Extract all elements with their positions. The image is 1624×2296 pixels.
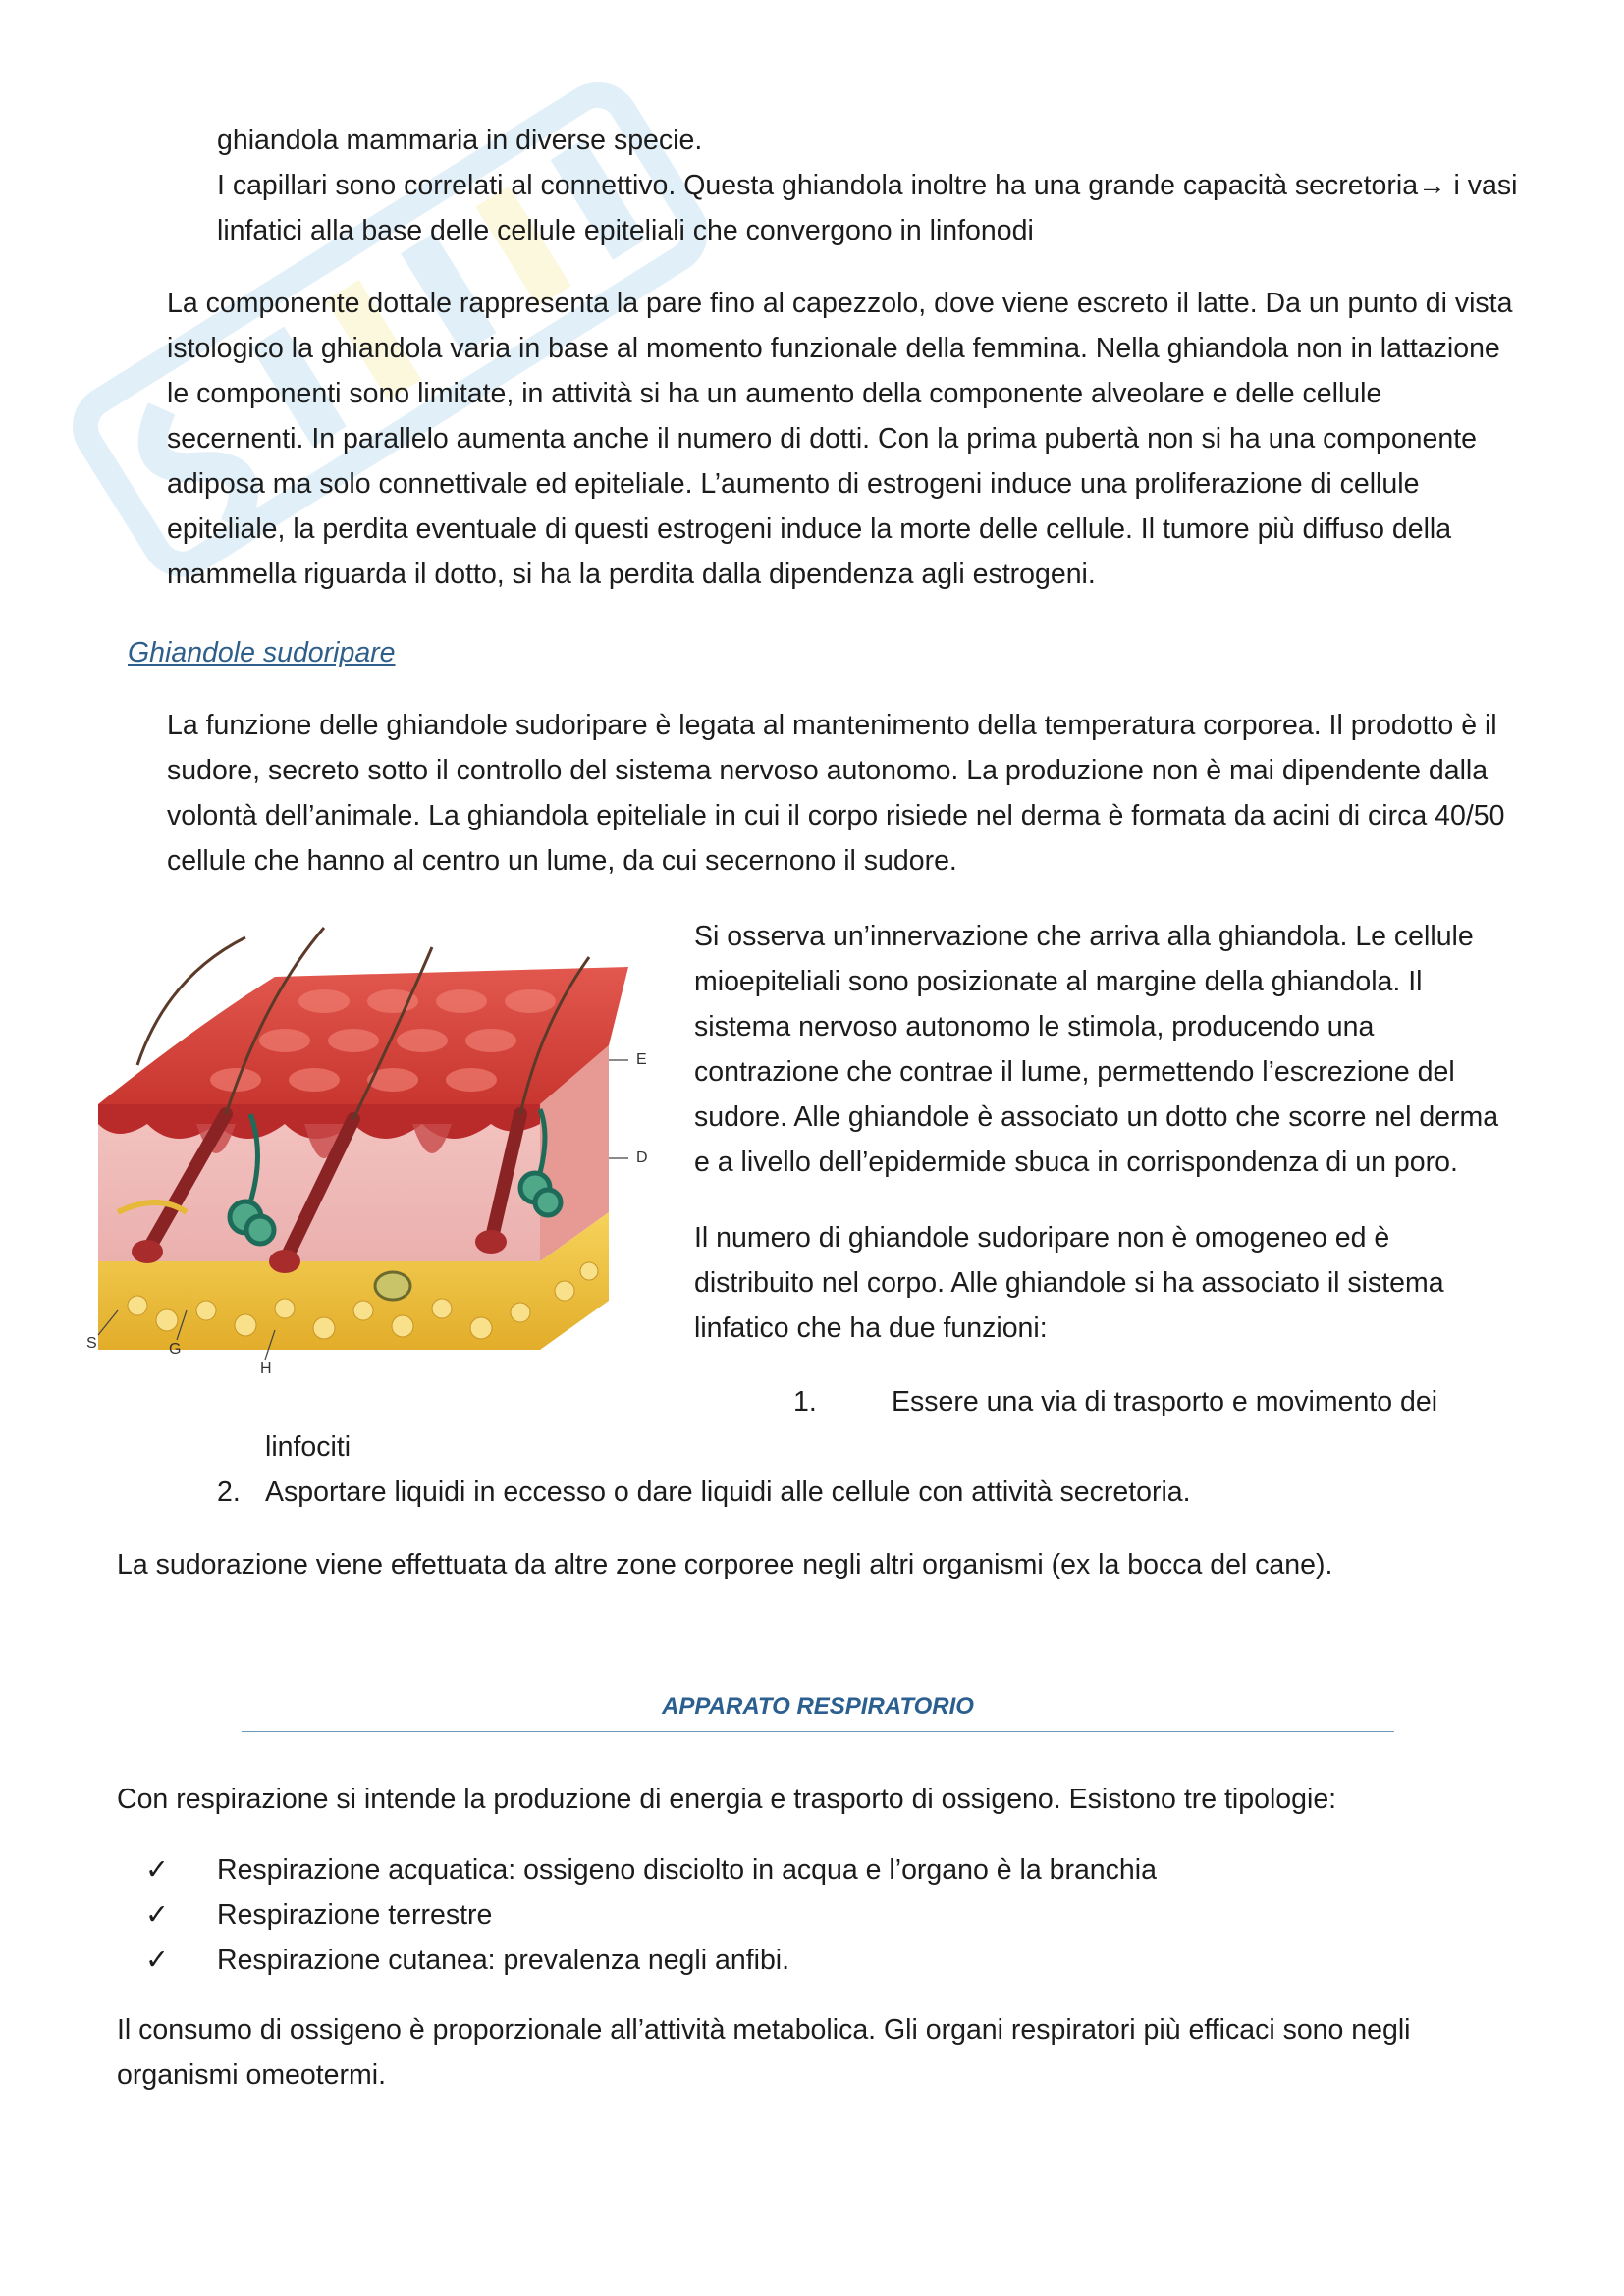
- paragraph-line: Si osserva un’innervazione che arriva alla ghiandola. Le cellule: [694, 921, 1474, 952]
- heading-sweat-glands[interactable]: Ghiandole sudoripare: [128, 637, 396, 668]
- paragraph-line: contrazione che contrae il lume, permettendo l’escrezione del: [694, 1056, 1455, 1088]
- top-line-2-end: i vasi: [1453, 170, 1518, 201]
- paragraph-line: mioepiteliali sono posizionate al margine della ghiandola. Il: [694, 966, 1423, 997]
- paragraph-line: volontà dell’animale. La ghiandola epiteliale in cui il corpo risiede nel derma è formata da acini di circa 40/50: [167, 800, 1505, 831]
- paragraph-distribution: [694, 1215, 1444, 1351]
- paragraph-line: le componenti sono limitate, in attività si ha un aumento della componente alveolare e delle cellule: [167, 378, 1382, 409]
- arrow-icon: →: [1418, 170, 1446, 201]
- top-line-3: linfatici alla base delle cellule epiteliali che convergono in linfonodi: [217, 215, 1034, 246]
- paragraph-oxygen: [117, 2007, 1411, 2098]
- paragraph-line: Il numero di ghiandole sudoripare non è omogeneo ed è: [694, 1222, 1390, 1254]
- section-divider: [242, 1731, 1394, 1732]
- label-g: G: [169, 1341, 182, 1358]
- list-item-1-text: Essere una via di trasporto e movimento dei: [892, 1386, 1438, 1417]
- paragraph-line: adiposa ma solo connettivale ed epiteliale. L’aumento di estrogeni induce una proliferazione di cellule: [167, 468, 1420, 500]
- paragraph-line: istologico la ghiandola varia in base al momento funzionale della femmina. Nella ghiandola non in lattazione: [167, 333, 1500, 364]
- list-item-text: Respirazione acquatica: ossigeno disciolto in acqua e l’organo è la branchia: [217, 1854, 1157, 1886]
- label-d: D: [636, 1149, 648, 1166]
- paragraph-line: distribuito nel corpo. Alle ghiandole si ha associato il sistema: [694, 1267, 1444, 1299]
- paragraph-line: mammella riguarda il dotto, si ha la perdita dalla dipendenza agli estrogeni.: [167, 559, 1096, 590]
- paragraph-line: secernenti. In parallelo aumenta anche il numero di dotti. Con la prima pubertà non si ha una componente: [167, 423, 1477, 454]
- paragraph-line: La componente dottale rappresenta la pare fino al capezzolo, dove viene escreto il latte. Da un punto di vista: [167, 288, 1513, 319]
- top-line-1: ghiandola mammaria in diverse specie.: [217, 125, 703, 156]
- label-e: E: [636, 1051, 647, 1068]
- checkmark-icon: ✓: [145, 1899, 169, 1931]
- list-item-1-continuation: linfociti: [265, 1431, 352, 1463]
- list-item-2-text: Asportare liquidi in eccesso o dare liquidi alle cellule con attività secretoria.: [265, 1476, 1191, 1508]
- paragraph-ductal: [167, 281, 1512, 597]
- section-title: APPARATO RESPIRATORIO: [662, 1693, 974, 1720]
- top-line-2: [217, 163, 1517, 208]
- label-s: S: [86, 1335, 97, 1352]
- label-h: H: [260, 1361, 272, 1377]
- paragraph-line: sudore, secreto sotto il controllo del sistema nervoso autonomo. La produzione non è mai dipendente dalla: [167, 755, 1489, 786]
- paragraph-sweating: La sudorazione viene effettuata da altre zone corporee negli altri organismi (ex la bocca del cane).: [117, 1549, 1333, 1580]
- checkmark-icon: ✓: [145, 1854, 169, 1886]
- top-line-2-text: I capillari sono correlati al connettivo. Questa ghiandola inoltre ha una grande capacità secretoria: [217, 170, 1419, 201]
- checkmark-icon: ✓: [145, 1945, 169, 1976]
- list-item-text: Respirazione terrestre: [217, 1899, 493, 1931]
- paragraph-line: sudore. Alle ghiandole è associato un dotto che scorre nel derma: [694, 1101, 1499, 1133]
- paragraph-sweat: [167, 703, 1504, 883]
- list-item-text: Respirazione cutanea: prevalenza negli anfibi.: [217, 1945, 790, 1976]
- paragraph-line: linfatico che ha due funzioni:: [694, 1312, 1048, 1344]
- list-number-1: 1.: [793, 1386, 817, 1417]
- paragraph-line: Il consumo di ossigeno è proporzionale all’attività metabolica. Gli organi respiratori più efficaci sono negli: [117, 2014, 1411, 2046]
- paragraph-line: epiteliale, la perdita eventuale di questi estrogeni induce la morte delle cellule. Il tumore più diffuso della: [167, 513, 1452, 545]
- paragraph-line: sistema nervoso autonomo le stimola, producendo una: [694, 1011, 1375, 1042]
- paragraph-respiration: Con respirazione si intende la produzione di energia e trasporto di ossigeno. Esistono tre tipologie:: [117, 1784, 1337, 1815]
- list-number-2: 2.: [217, 1476, 241, 1508]
- paragraph-line: e a livello dell’epidermide sbuca in corrispondenza di un poro.: [694, 1147, 1458, 1178]
- paragraph-line: cellule che hanno al centro un lume, da cui secernono il sudore.: [167, 845, 957, 877]
- skin-cross-section-figure: [79, 918, 668, 1389]
- paragraph-line: La funzione delle ghiandole sudoripare è legata al mantenimento della temperatura corporea. Il prodotto è il: [167, 710, 1497, 741]
- paragraph-line: organismi omeotermi.: [117, 2059, 387, 2091]
- skin-illustration: [79, 918, 668, 1389]
- paragraph-innervation: [694, 914, 1498, 1185]
